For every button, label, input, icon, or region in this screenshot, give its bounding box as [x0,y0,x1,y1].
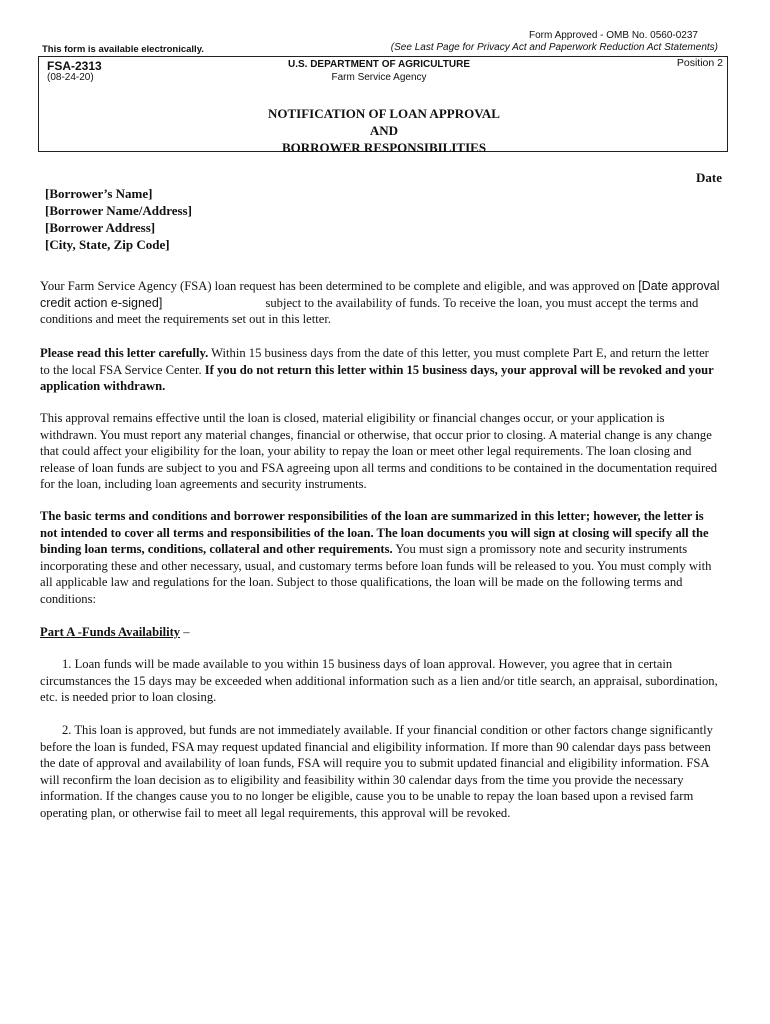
form-revision-date: (08-24-20) [47,72,94,83]
omb-number: Form Approved - OMB No. 0560-0237 [529,30,698,41]
date-label: Date [696,170,722,185]
revocation-warning: If you do not return this letter within 15 business days, your approval will be revoked and your application withdrawn. [40,362,714,394]
approval-date-field[interactable]: [Date approval credit action e-signed] [40,279,720,310]
privacy-statement-note: (See Last Page for Privacy Act and Paperwork Reduction Act Statements) [390,42,718,53]
position-label: Position 2 [676,57,723,69]
title-line-2: AND [369,123,399,138]
department-name: U.S. DEPARTMENT OF AGRICULTURE [287,59,471,70]
form-title [39,105,729,156]
basic-terms-bold: The basic terms and conditions and borrower responsibilities of the loan are summarized in this letter; however, the letter is not intended to cover all terms and responsibilities of the loan. The loan documents you will sign at closing will specify all the binding loan terms, conditions, collateral and other requirements. [40,509,709,557]
part-a-title: Part A -Funds Availability [40,625,181,639]
part-a-item-1: 1. Loan funds will be made available to you within 15 business days of loan approval. However, you agree that in certain circumstances the 15 days may be exceeded when additional information such as a lien and/or title search, an appraisal, subordination, etc. is needed prior to loan closing. [40,657,718,705]
read-carefully-text: Within 15 business days from the date of this letter, you must complete Part E, and return the letter to the local FSA Service Center. [40,346,709,377]
address-line-2: [Borrower Name/Address] [45,203,192,218]
address-line-3: [Borrower Address] [45,220,156,235]
address-line-4: [City, State, Zip Code] [45,237,170,252]
borrower-address-block [45,185,192,253]
address-line-1: [Borrower’s Name] [45,186,153,201]
read-carefully-bold: Please read this letter carefully. [40,346,209,360]
approval-paragraph [40,278,720,328]
title-line-3: BORROWER RESPONSIBILITIES [281,140,487,155]
basic-terms-text: You must sign a promissory note and security instruments incorporating these and other necessary, usual, and customary terms before loan funds will be released to you. You must comply with all applicable law and regulations for the loan. Subject to those qualifications, the loan will be made on the following terms and conditions: [40,542,712,606]
part-a-dash: – [183,625,190,639]
electronic-availability-note: This form is available electronically. [42,44,204,55]
part-a-item-2: 2. This loan is approved, but funds are not immediately available. If your financial condition or other factors change significantly before the loan is funded, FSA may request updated financial and eligibility information. If more than 90 calendar days pass between the date of approval and availability of loan funds, FSA will require you to submit updated financial and eligibility information. FSA will reconfirm the loan decision as to eligibility and feasibility within 30 calendar days from the time you provide the necessary information. If the changes cause you to no longer be eligible, cause you to be unable to repay the loan based upon a revised farm operating plan, or otherwise fail to meet all legal requirements, this approval will be revoked. [40,723,713,820]
approval-text: Your Farm Service Agency (FSA) loan request has been determined to be complete and eligible, and was approved on [40,279,636,293]
approval-text-continued: subject to the availability of funds. To receive the loan, you must accept the terms and conditions and meet the requirements set out in this letter. [40,295,699,327]
approval-effective-paragraph: This approval remains effective until the loan is closed, material eligibility or financial changes occur, or your application is withdrawn. You must report any material changes, financial or otherwise, that occur prior to closing. A material change is any change that could affect your eligibility for the loan, your ability to repay the loan or meet other legal requirements. The loan closing and release of loan funds are subject to you and FSA agreeing upon all terms and conditions to be contained in the documentation required for the loan, including loan agreements and security instruments. [40,411,718,492]
agency-name: Farm Service Agency [331,72,427,83]
read-carefully-paragraph [40,345,720,395]
title-line-1: NOTIFICATION OF LOAN APPROVAL [268,106,500,121]
form-header-box [38,56,728,155]
basic-terms-paragraph [40,508,720,608]
part-a-heading [40,624,720,641]
form-number: FSA-2313 [47,59,102,73]
